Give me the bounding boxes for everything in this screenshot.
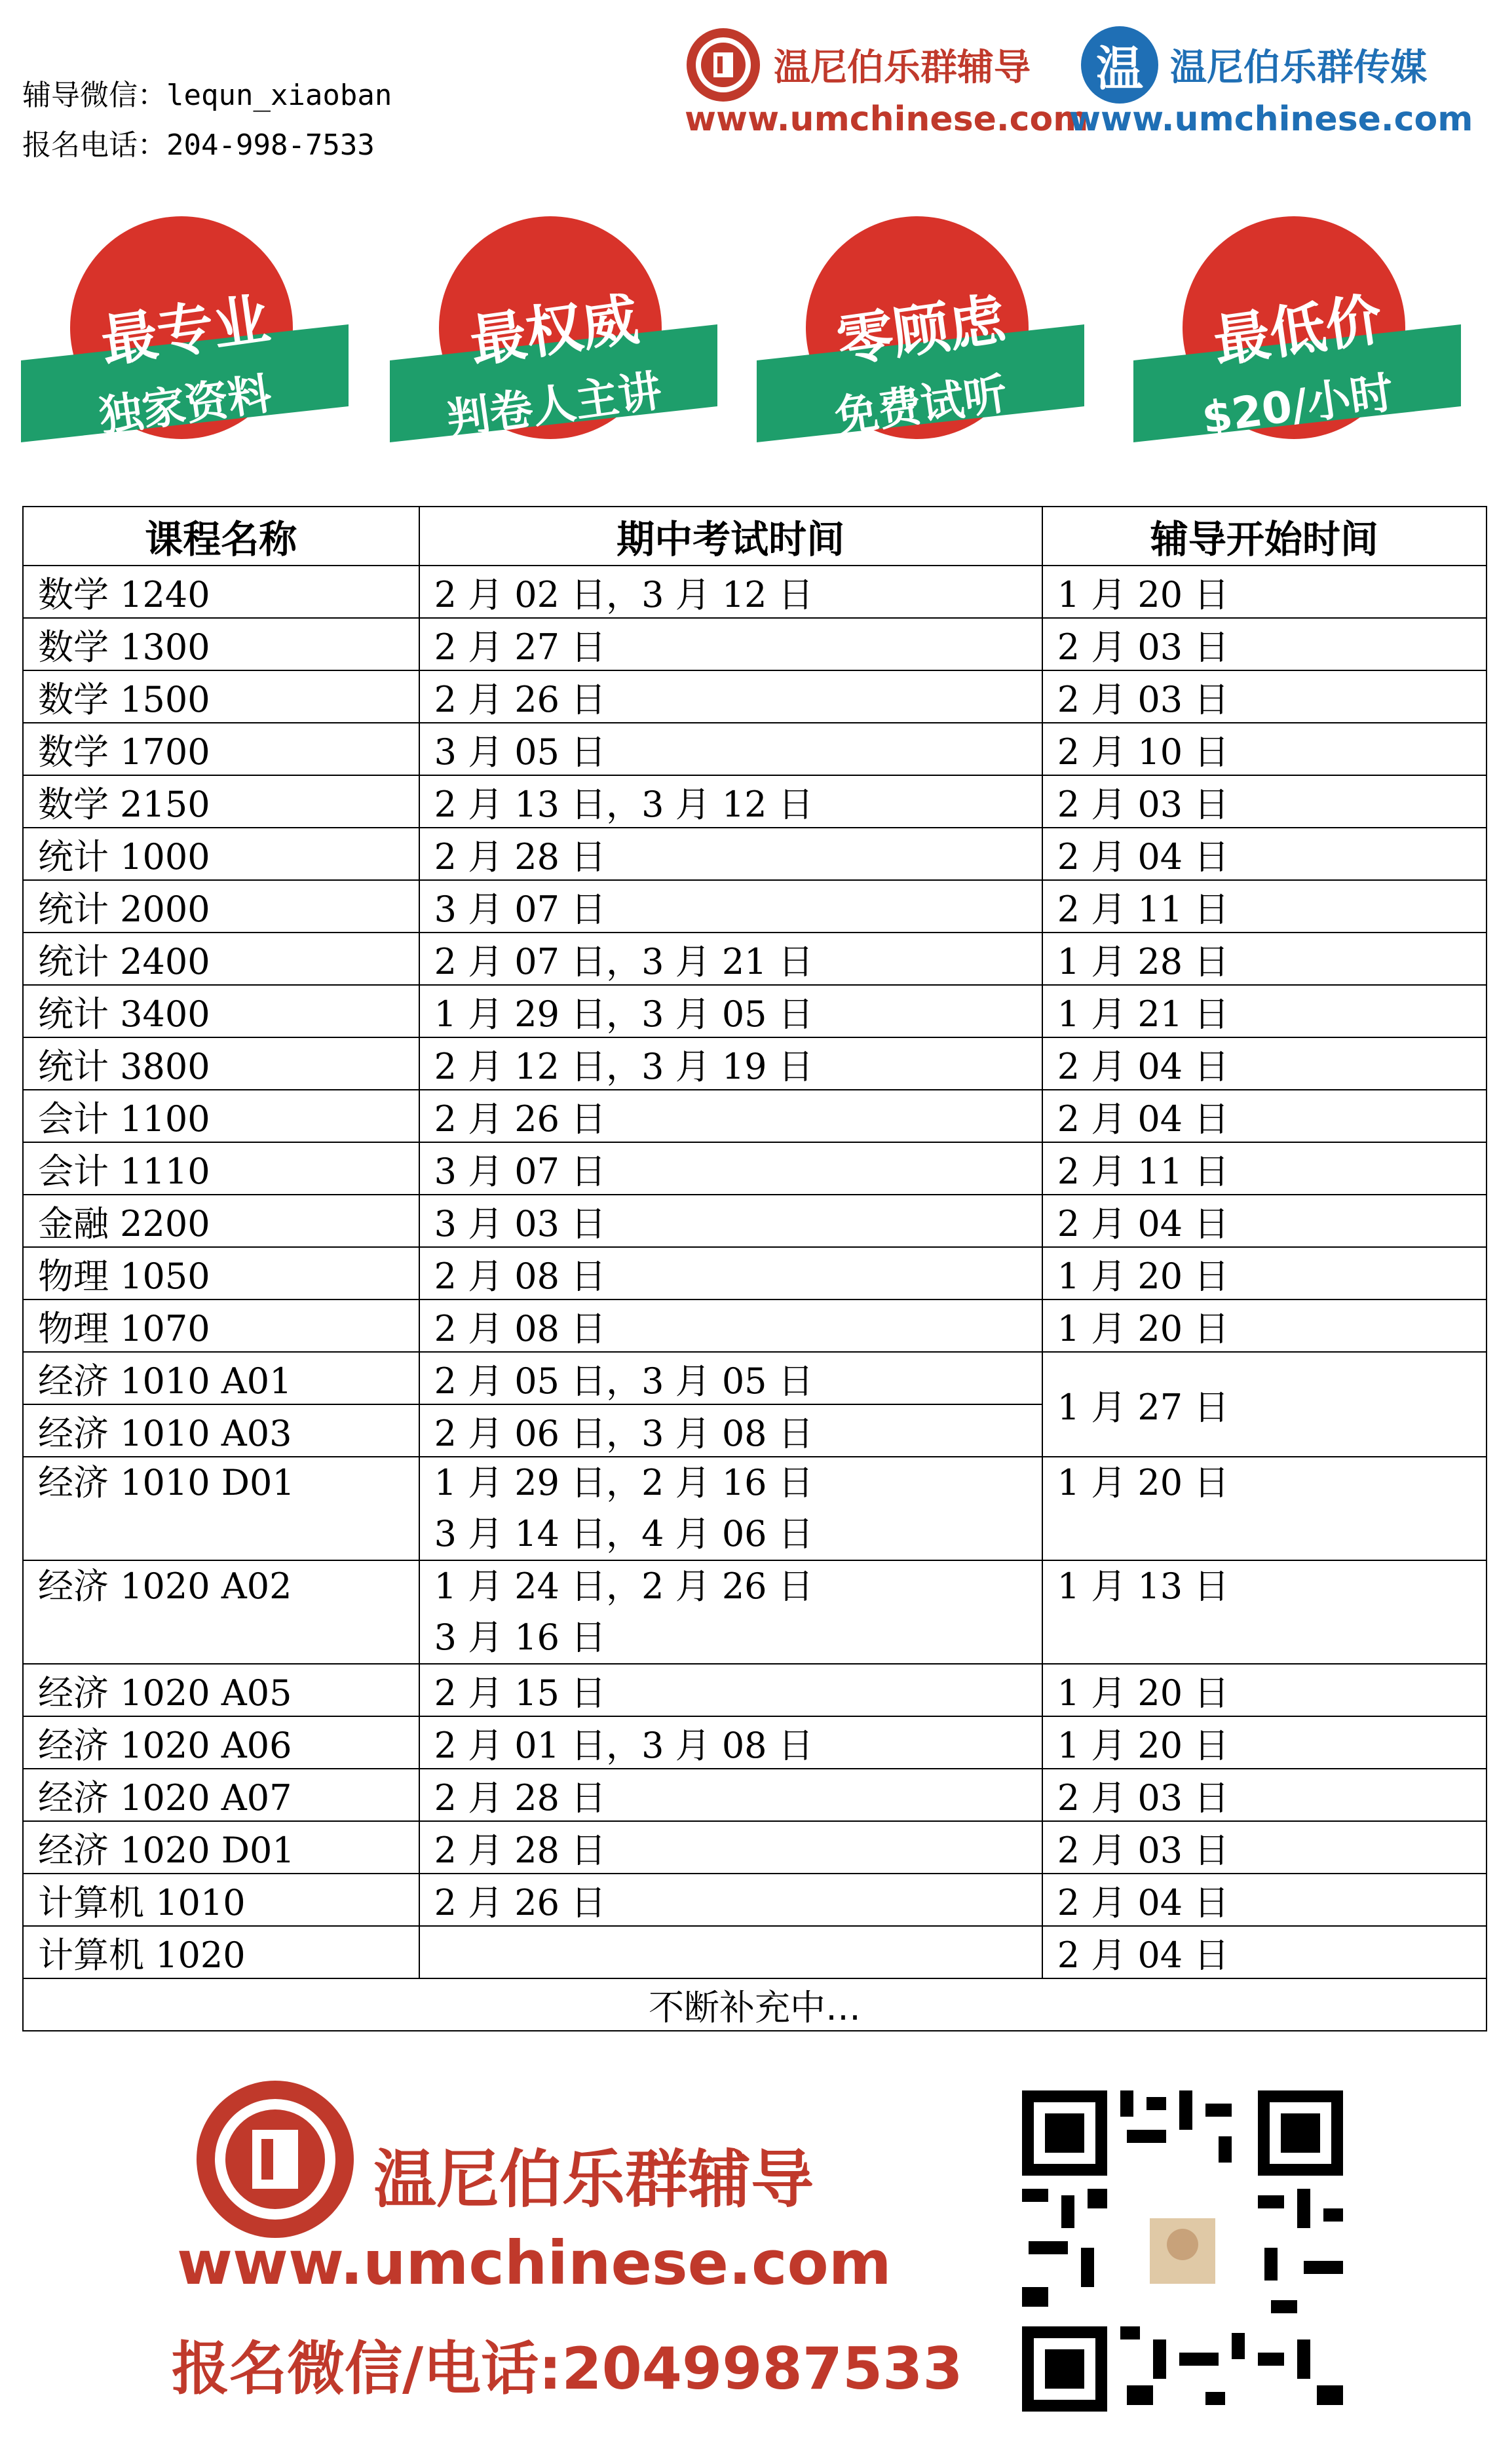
table-row (23, 1090, 1487, 1142)
table-row (23, 1142, 1487, 1195)
header-exam: 期中考试时间 (419, 507, 1042, 566)
bottom-url[interactable]: www.umchinese.com (177, 2228, 892, 2298)
course-cell: 物理 1050 (23, 1247, 419, 1299)
course-cell: 经济 1020 A02 (23, 1560, 419, 1664)
course-cell: 统计 2000 (23, 880, 419, 933)
course-cell: 会计 1110 (23, 1142, 419, 1195)
exam-cell: 2 月 05 日，3 月 05 日 (419, 1352, 1042, 1404)
course-cell: 会计 1100 (23, 1090, 419, 1142)
start-cell-merged: 1 月 27 日 (1042, 1352, 1487, 1457)
table-row (23, 933, 1487, 985)
table-footer-note: 不断补充中… (23, 1978, 1487, 2031)
exam-cell: 2 月 28 日 (419, 1769, 1042, 1821)
exam-cell: 1 月 29 日，3 月 05 日 (419, 985, 1042, 1037)
tutoring-logo-icon (685, 26, 762, 104)
course-cell: 统计 1000 (23, 828, 419, 880)
table-row (23, 880, 1487, 933)
exam-cell: 2 月 12 日，3 月 19 日 (419, 1037, 1042, 1090)
exam-line: 3 月 16 日 (434, 1617, 607, 1658)
header-start: 辅导开始时间 (1042, 507, 1487, 566)
table-row (23, 1716, 1487, 1769)
course-cell: 经济 1020 A06 (23, 1716, 419, 1769)
media-logo-char: 温 (1095, 41, 1143, 96)
badge-professional (14, 197, 355, 472)
start-cell: 1 月 20 日 (1042, 1299, 1487, 1352)
course-cell: 经济 1010 A01 (23, 1352, 419, 1404)
start-cell: 1 月 21 日 (1042, 985, 1487, 1037)
exam-line: 3 月 14 日，4 月 06 日 (434, 1513, 814, 1554)
header-course: 课程名称 (23, 507, 419, 566)
start-cell: 1 月 20 日 (1042, 1716, 1487, 1769)
table-row (23, 1352, 1487, 1404)
exam-cell (419, 1457, 1042, 1560)
badge-line1: 零顾虑 (833, 286, 1010, 375)
start-cell: 2 月 11 日 (1042, 880, 1487, 933)
start-cell: 1 月 20 日 (1042, 1247, 1487, 1299)
exam-cell (419, 1926, 1042, 1978)
exam-cell: 2 月 26 日 (419, 670, 1042, 723)
table-row (23, 1821, 1487, 1874)
exam-line: 1 月 29 日，2 月 16 日 (434, 1462, 814, 1503)
table-row (23, 1457, 1487, 1560)
course-cell: 统计 3800 (23, 1037, 419, 1090)
tutoring-brand (685, 26, 1031, 104)
table-row (23, 1299, 1487, 1352)
exam-cell: 2 月 15 日 (419, 1664, 1042, 1716)
start-cell: 2 月 04 日 (1042, 1037, 1487, 1090)
table-row (23, 775, 1487, 828)
course-cell: 经济 1020 A05 (23, 1664, 419, 1716)
start-cell: 2 月 04 日 (1042, 828, 1487, 880)
exam-cell: 3 月 07 日 (419, 1142, 1042, 1195)
table-row (23, 566, 1487, 618)
qr-code-icon[interactable] (1009, 2077, 1356, 2425)
course-cell: 数学 1700 (23, 723, 419, 775)
bottom-brand-name: 温尼伯乐群辅导 (373, 2143, 814, 2216)
exam-cell: 2 月 06 日，3 月 08 日 (419, 1404, 1042, 1457)
start-cell: 1 月 20 日 (1042, 1457, 1487, 1560)
table-row (23, 618, 1487, 670)
course-cell: 经济 1020 D01 (23, 1821, 419, 1874)
media-name: 温尼伯乐群传媒 (1170, 47, 1427, 89)
exam-cell: 3 月 07 日 (419, 880, 1042, 933)
exam-cell: 2 月 07 日，3 月 21 日 (419, 933, 1042, 985)
course-cell: 数学 1500 (23, 670, 419, 723)
table-row (23, 1769, 1487, 1821)
tutoring-url[interactable]: www.umchinese.com (685, 100, 1089, 139)
table-row (23, 985, 1487, 1037)
badge-line2: 判卷人主讲 (444, 365, 665, 446)
exam-cell: 2 月 01 日，3 月 08 日 (419, 1716, 1042, 1769)
table-row (23, 1037, 1487, 1090)
badge-lowest-price (1127, 197, 1468, 472)
bottom-contact: 报名微信/电话:2049987533 (172, 2335, 963, 2402)
table-row (23, 1560, 1487, 1664)
start-cell: 2 月 04 日 (1042, 1874, 1487, 1926)
table-row (23, 828, 1487, 880)
course-cell: 数学 1240 (23, 566, 419, 618)
media-brand (1081, 26, 1427, 104)
start-cell: 2 月 04 日 (1042, 1195, 1487, 1247)
contact-info (22, 71, 392, 170)
start-cell: 2 月 04 日 (1042, 1926, 1487, 1978)
start-cell: 2 月 04 日 (1042, 1090, 1487, 1142)
start-cell: 1 月 20 日 (1042, 566, 1487, 618)
table-row (23, 723, 1487, 775)
start-cell: 2 月 03 日 (1042, 618, 1487, 670)
start-cell: 2 月 03 日 (1042, 1769, 1487, 1821)
wechat-text: 辅导微信：lequn_xiaoban (22, 79, 392, 112)
exam-cell: 2 月 27 日 (419, 618, 1042, 670)
exam-cell: 2 月 28 日 (419, 828, 1042, 880)
course-cell: 经济 1020 A07 (23, 1769, 419, 1821)
exam-cell: 2 月 26 日 (419, 1090, 1042, 1142)
bottom-logo-icon (187, 2071, 364, 2250)
start-cell: 2 月 03 日 (1042, 670, 1487, 723)
exam-cell: 3 月 03 日 (419, 1195, 1042, 1247)
exam-cell: 3 月 05 日 (419, 723, 1042, 775)
exam-cell: 2 月 08 日 (419, 1299, 1042, 1352)
badge-authority (383, 197, 724, 472)
start-cell: 2 月 11 日 (1042, 1142, 1487, 1195)
table-row (23, 1195, 1487, 1247)
course-cell: 经济 1010 D01 (23, 1457, 419, 1560)
tutoring-name: 温尼伯乐群辅导 (774, 47, 1031, 89)
table-footer-row (23, 1978, 1487, 2031)
table-row (23, 1926, 1487, 1978)
badge-worry-free (750, 197, 1091, 472)
table-header-row (23, 507, 1487, 566)
exam-cell (419, 1560, 1042, 1664)
course-cell: 数学 1300 (23, 618, 419, 670)
badge-line1: 最低价 (1209, 286, 1386, 375)
badge-line1: 最权威 (466, 286, 643, 375)
start-cell: 1 月 28 日 (1042, 933, 1487, 985)
badge-line1: 最专业 (97, 286, 274, 375)
table-row (23, 1664, 1487, 1716)
start-cell: 2 月 03 日 (1042, 775, 1487, 828)
badge-line2: 独家资料 (96, 368, 275, 442)
phone-text: 报名电话：204-998-7533 (22, 128, 375, 162)
course-cell: 统计 3400 (23, 985, 419, 1037)
start-cell: 1 月 20 日 (1042, 1664, 1487, 1716)
table-row (23, 1247, 1487, 1299)
table-row (23, 670, 1487, 723)
start-cell: 1 月 13 日 (1042, 1560, 1487, 1664)
exam-cell: 2 月 02 日，3 月 12 日 (419, 566, 1042, 618)
media-url[interactable]: www.umchinese.com (1069, 100, 1473, 139)
course-cell: 金融 2200 (23, 1195, 419, 1247)
exam-cell: 2 月 26 日 (419, 1874, 1042, 1926)
course-cell: 统计 2400 (23, 933, 419, 985)
course-cell: 经济 1010 A03 (23, 1404, 419, 1457)
exam-cell: 2 月 08 日 (419, 1247, 1042, 1299)
schedule-table (22, 506, 1487, 2031)
start-cell: 2 月 03 日 (1042, 1821, 1487, 1874)
table-row (23, 1874, 1487, 1926)
course-cell: 计算机 1010 (23, 1874, 419, 1926)
start-cell: 2 月 10 日 (1042, 723, 1487, 775)
course-cell: 物理 1070 (23, 1299, 419, 1352)
exam-cell: 2 月 13 日，3 月 12 日 (419, 775, 1042, 828)
course-cell: 计算机 1020 (23, 1926, 419, 1978)
exam-cell: 2 月 28 日 (419, 1821, 1042, 1874)
badge-line2: 免费试听 (831, 368, 1010, 442)
exam-line: 1 月 24 日，2 月 26 日 (434, 1566, 814, 1607)
badge-line2: $20/小时 (1198, 366, 1397, 444)
media-logo-icon (1081, 26, 1158, 104)
course-cell: 数学 2150 (23, 775, 419, 828)
